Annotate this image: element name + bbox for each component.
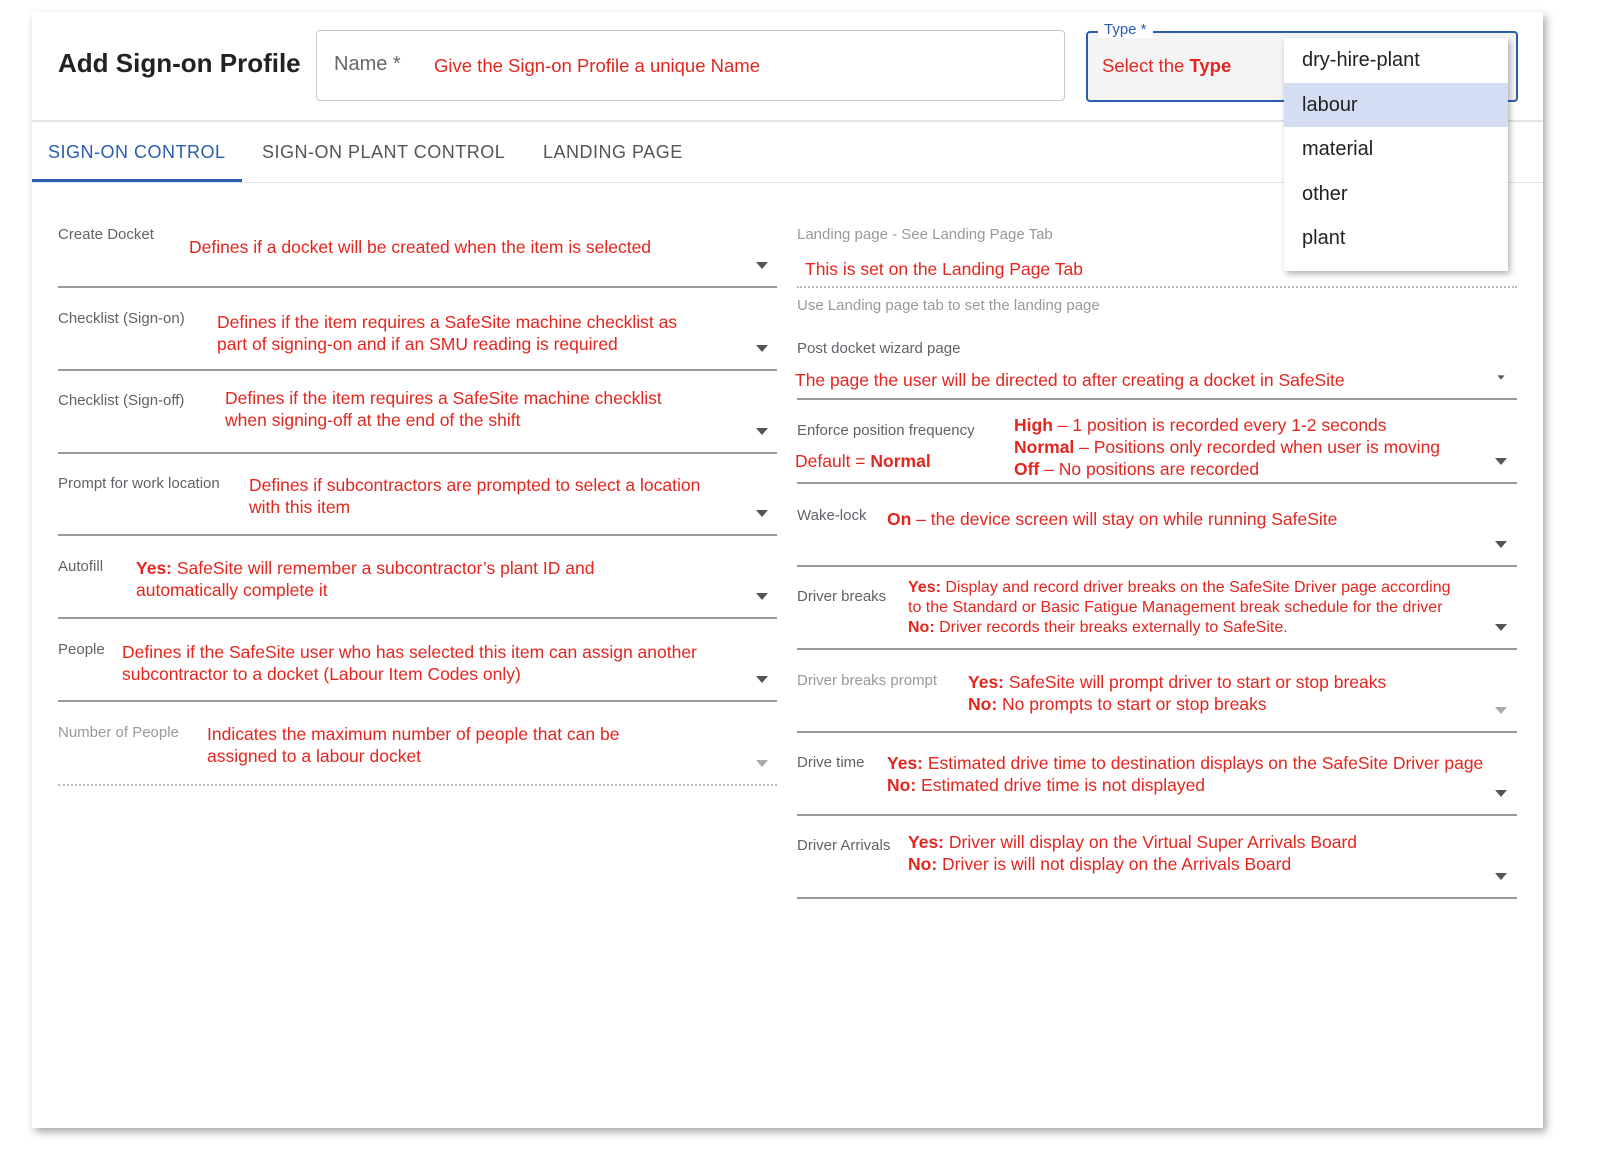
description-line [908, 578, 1451, 598]
description-text: Driver records their breaks externally to SafeSite. [934, 619, 1288, 636]
field-label-number-of-people: Number of People [58, 724, 179, 741]
type-dropdown-menu [1284, 38, 1508, 271]
chevron-down-icon[interactable] [756, 262, 768, 269]
field-description-wake-lock [887, 508, 1337, 530]
field-label-driver-arrivals: Driver Arrivals [797, 837, 891, 854]
description-line [225, 387, 662, 409]
description-text: No: [908, 854, 938, 874]
description-line [207, 723, 619, 745]
description-text: Defines if subcontractors are prompted to select a location [249, 475, 701, 495]
field-underline [797, 648, 1517, 650]
tab-landing-page[interactable]: LANDING PAGE [543, 142, 683, 162]
field-description-post-docket-wizard-page [795, 369, 1345, 391]
description-text: – 1 position is recorded every 1-2 seconds [1052, 415, 1387, 435]
description-line [207, 745, 619, 767]
description-line [217, 333, 677, 355]
field-underline [797, 897, 1517, 899]
description-text: Estimated drive time to destination displays on the SafeSite Driver page [923, 753, 1484, 773]
field-underline [58, 617, 777, 619]
description-line [249, 474, 700, 496]
description-line [249, 496, 700, 518]
description-text: SafeSite will remember a subcontractor’s plant ID and [172, 558, 595, 578]
type-hint-prefix: Select the [1102, 55, 1190, 76]
description-line [1014, 414, 1440, 436]
description-text: Yes: [136, 558, 172, 578]
description-text: SafeSite will prompt driver to start or stop breaks [1004, 672, 1387, 692]
chevron-down-icon[interactable] [756, 428, 768, 435]
field-underline [797, 398, 1517, 400]
type-label: Type * [1098, 21, 1153, 38]
description-text: Driver is will not display on the Arrivals Board [937, 854, 1292, 874]
field-underline [797, 814, 1517, 816]
chevron-down-icon[interactable] [1495, 624, 1507, 631]
page-title: Add Sign-on Profile [58, 48, 301, 78]
type-option-plant[interactable]: plant [1302, 227, 1346, 249]
description-text: Estimated drive time is not displayed [916, 775, 1206, 795]
description-text: automatically complete it [136, 580, 328, 600]
field-underline [797, 482, 1517, 484]
chevron-down-icon[interactable] [1495, 873, 1507, 880]
chevron-down-icon[interactable] [1495, 458, 1507, 465]
description-text: Defines if the item requires a SafeSite machine checklist [225, 388, 662, 408]
chevron-down-icon[interactable] [756, 345, 768, 352]
description-text: Yes: [968, 672, 1004, 692]
field-underline [58, 452, 777, 454]
description-line [968, 671, 1386, 693]
field-description-driver-breaks-prompt [968, 671, 1386, 715]
description-line [189, 236, 651, 258]
description-line [887, 774, 1483, 796]
description-line [968, 693, 1386, 715]
description-text: Default = [795, 451, 871, 471]
name-input[interactable] [316, 30, 1065, 101]
field-underline [58, 784, 777, 786]
default-note [795, 450, 931, 472]
field-description-number-of-people [207, 723, 619, 767]
field-underline [797, 565, 1517, 567]
field-description-checklist-sign-on [217, 311, 677, 355]
description-text: – Positions only recorded when user is moving [1074, 437, 1441, 457]
description-line [887, 508, 1337, 530]
description-text: part of signing-on and if an SMU reading is required [217, 334, 618, 354]
chevron-down-icon[interactable] [756, 760, 768, 767]
description-text: High [1014, 415, 1053, 435]
description-line [795, 450, 931, 472]
chevron-down-icon[interactable] [1495, 541, 1507, 548]
chevron-down-icon[interactable] [1495, 707, 1507, 714]
field-description-people [122, 641, 697, 685]
field-description-checklist-sign-off [225, 387, 662, 431]
description-text: assigned to a labour docket [207, 746, 422, 766]
description-text: Defines if the item requires a SafeSite machine checklist as [217, 312, 678, 332]
description-text: Defines if a docket will be created when the item is selected [189, 237, 652, 257]
field-description-enforce-position-frequency [1014, 414, 1440, 480]
description-text: Indicates the maximum number of people that can be [207, 724, 620, 744]
field-description-drive-time [887, 752, 1483, 796]
description-text: Yes: [908, 579, 941, 596]
description-text: Yes: [908, 832, 944, 852]
tab-sign-on-plant-control[interactable]: SIGN-ON PLANT CONTROL [262, 142, 506, 162]
description-line [795, 369, 1345, 391]
description-text: No: [887, 775, 917, 795]
type-option-labour[interactable]: labour [1284, 83, 1508, 128]
description-line [805, 258, 1083, 280]
description-line [122, 663, 697, 685]
description-line [908, 618, 1451, 638]
field-label-enforce-position-frequency: Enforce position frequency [797, 422, 975, 439]
description-text: Display and record driver breaks on the SafeSite Driver page according [940, 579, 1451, 596]
description-text: On [887, 509, 912, 529]
description-line [136, 579, 594, 601]
field-label-drive-time: Drive time [797, 754, 865, 771]
chevron-down-icon[interactable] [1495, 790, 1507, 797]
description-text: This is set on the Landing Page Tab [805, 259, 1083, 279]
field-helper-text: Use Landing page tab to set the landing page [797, 297, 1100, 314]
description-line [122, 641, 697, 663]
chevron-down-icon[interactable] [756, 676, 768, 683]
field-description-driver-breaks [908, 578, 1451, 638]
field-label-post-docket-wizard-page: Post docket wizard page [797, 340, 961, 357]
description-text: Normal [870, 451, 931, 471]
field-underline [58, 700, 777, 702]
description-text: Driver will display on the Virtual Super Arrivals Board [944, 832, 1358, 852]
description-text: Off [1014, 459, 1040, 479]
field-label-people: People [58, 641, 105, 658]
description-text: – the device screen will stay on while running SafeSite [911, 509, 1338, 529]
field-label-driver-breaks: Driver breaks [797, 588, 887, 605]
field-underline [58, 534, 777, 536]
description-line [217, 311, 677, 333]
description-line [225, 409, 662, 431]
field-label-autofill: Autofill [58, 558, 104, 575]
field-description-create-docket [189, 236, 651, 258]
description-line [908, 853, 1357, 875]
field-label-driver-breaks-prompt: Driver breaks prompt [797, 672, 938, 689]
chevron-down-icon[interactable] [756, 593, 768, 600]
description-line [1014, 436, 1440, 458]
field-label-create-docket: Create Docket [58, 226, 154, 243]
field-label-checklist-sign-on: Checklist (Sign-on) [58, 310, 185, 327]
field-underline [58, 369, 777, 371]
description-text: No: [968, 694, 998, 714]
field-underline [797, 286, 1517, 288]
field-underline [58, 286, 777, 288]
description-text: Normal [1014, 437, 1075, 457]
field-description-autofill [136, 557, 594, 601]
field-label-checklist-sign-off: Checklist (Sign-off) [58, 392, 185, 409]
name-hint: Give the Sign-on Profile a unique Name [434, 55, 760, 76]
description-text: The page the user will be directed to after creating a docket in SafeSite [795, 370, 1345, 390]
type-option-other[interactable]: other [1302, 182, 1348, 205]
description-line [908, 831, 1357, 853]
description-text: No: [908, 619, 935, 636]
field-label-wake-lock: Wake-lock [797, 507, 867, 524]
description-text: when signing-off at the end of the shift [225, 410, 521, 430]
tab-sign-on-control[interactable]: SIGN-ON CONTROL [48, 142, 226, 162]
name-label: Name * [334, 53, 401, 75]
field-description-prompt-for-work-location [249, 474, 700, 518]
field-underline [797, 731, 1517, 733]
description-line [908, 598, 1451, 618]
field-label-landing-page-see-landing-page-tab: Landing page - See Landing Page Tab [797, 226, 1053, 243]
field-description-landing-page-see-landing-page-tab [805, 258, 1083, 280]
description-text: No prompts to start or stop breaks [997, 694, 1267, 714]
chevron-down-icon[interactable] [1497, 375, 1504, 379]
description-text: Yes: [887, 753, 923, 773]
type-option-dry-hire-plant[interactable]: dry-hire-plant [1302, 49, 1420, 71]
type-option-material[interactable]: material [1302, 138, 1374, 160]
description-text: Defines if the SafeSite user who has selected this item can assign another [122, 642, 697, 662]
description-line [1014, 458, 1440, 480]
description-text: – No positions are recorded [1039, 459, 1260, 479]
chevron-down-icon[interactable] [756, 510, 768, 517]
description-line [887, 752, 1483, 774]
description-text: with this item [249, 497, 351, 517]
description-text: subcontractor to a docket (Labour Item Codes only) [122, 664, 521, 684]
type-hint-bold: Type [1189, 55, 1232, 76]
field-description-driver-arrivals [908, 831, 1357, 875]
description-text: to the Standard or Basic Fatigue Management break schedule for the driver [908, 599, 1443, 616]
type-hint [1102, 55, 1231, 77]
field-label-prompt-for-work-location: Prompt for work location [58, 475, 220, 492]
description-line [136, 557, 594, 579]
